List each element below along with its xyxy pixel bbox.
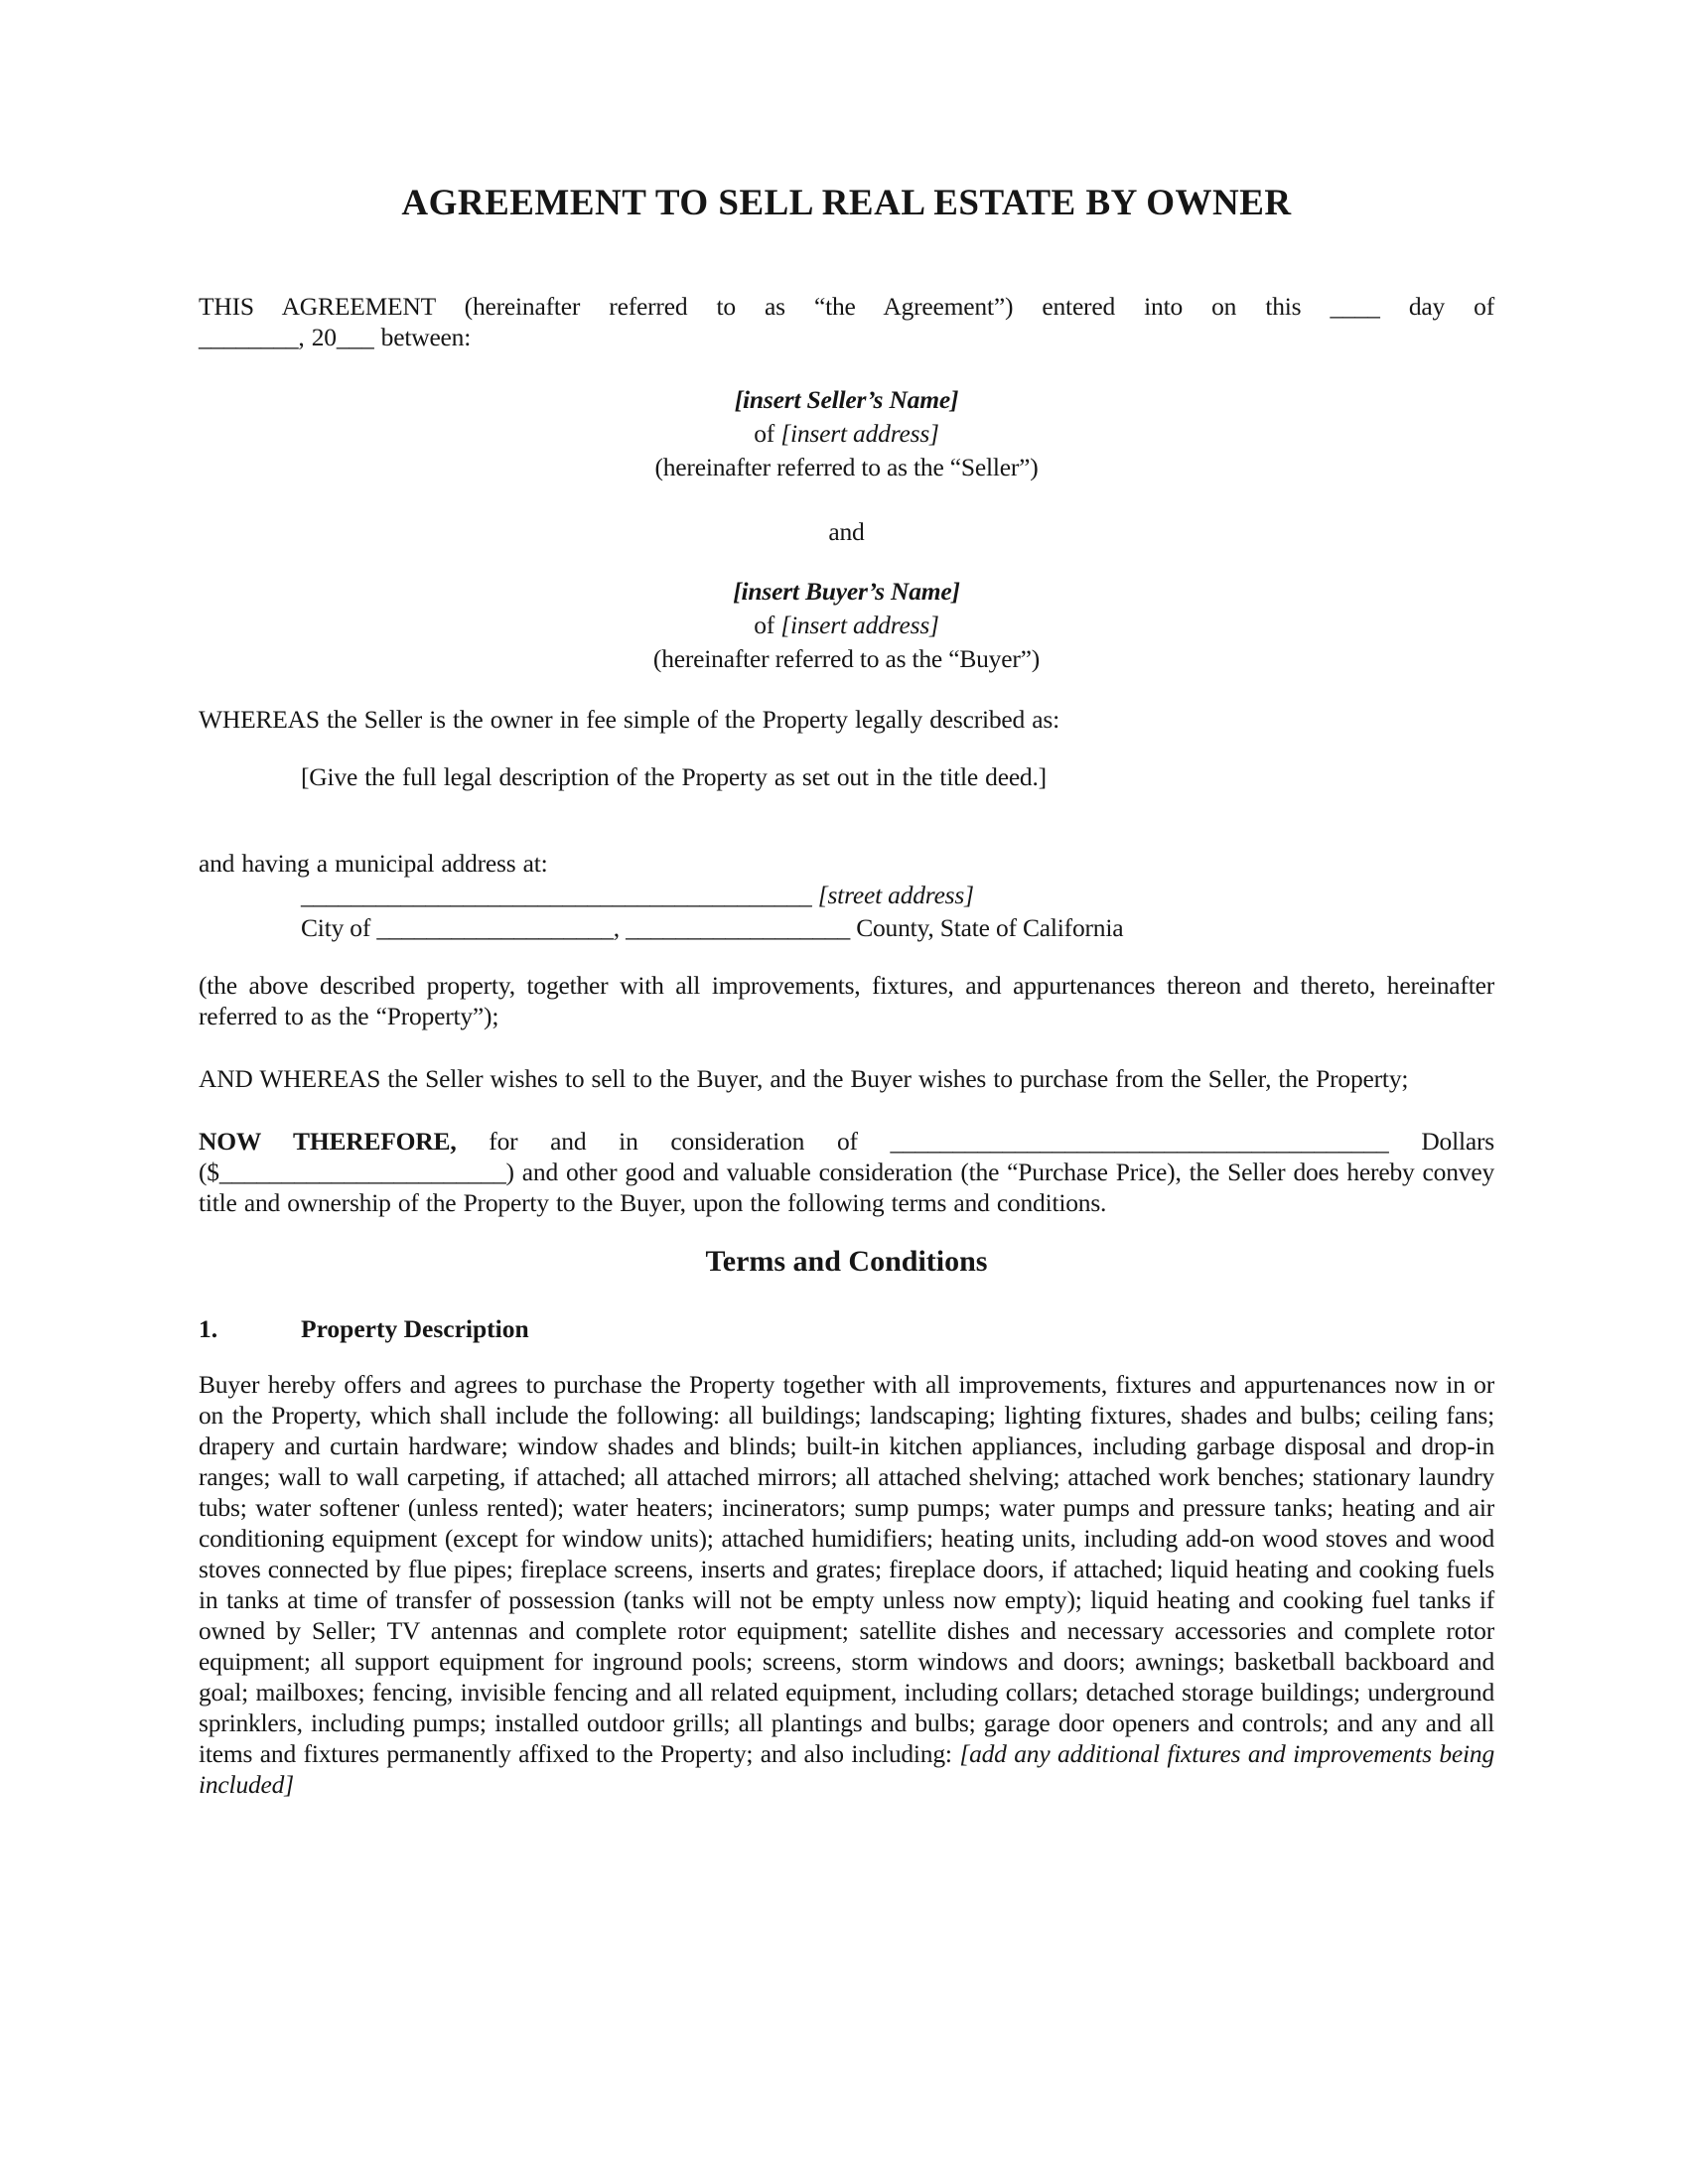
buyer-address-placeholder: [insert address] [780, 611, 939, 639]
address-fill-in-block [199, 879, 1494, 944]
buyer-address-line [199, 609, 1494, 642]
seller-address-placeholder: [insert address] [780, 419, 939, 448]
seller-hereinafter-line: (hereinafter referred to as the “Seller”) [654, 453, 1039, 481]
seller-name-placeholder: [insert Seller’s Name] [734, 385, 959, 414]
legal-description-placeholder: [Give the full legal description of the Property as set out in the title deed.] [301, 762, 1047, 791]
now-therefore-body: for and in consideration of ________________________________________ Dollars ($_______________________) and other good and valuable consideration (the “Purchase Price), the Seller does hereby convey title and ownership of the Property to the Buyer, upon the following terms and conditions. [199, 1127, 1495, 1217]
section-1-heading [199, 1313, 1494, 1344]
section-1-body-text: Buyer hereby offers and agrees to purchase the Property together with all improvements, fixtures and appurtenances now in or on the Property, which shall include the following: all buildings; landscaping; lighting fixtures, shades and bulbs; ceiling fans; drapery and curtain hardware; window shades and blinds; built-in kitchen appliances, including garbage disposal and drop-in ranges; wall to wall carpeting, if attached; all attached mirrors; all attached shelving; attached work benches; stationary laundry tubs; water softener (unless rented); water heaters; incinerators; sump pumps; water pumps and pressure tanks; heating and air conditioning equipment (except for window units); attached humidifiers; heating units, including add-on wood stoves and wood stoves connected by flue pipes; fireplace screens, inserts and grates; fireplace doors, if attached; liquid heating and cooking fuels in tanks at time of transfer of possession (tanks will not be empty unless now empty); liquid heating and cooking fuel tanks if owned by Seller; TV antennas and complete rotor equipment; satellite dishes and necessary accessories and complete rotor equipment; all support equipment for inground pools; screens, storm windows and doors; awnings; basketball backboard and goal; mailboxes; fencing, invisible fencing and all related equipment, including collars; detached storage buildings; underground sprinklers, including pumps; installed outdoor grills; all plantings and bulbs; garage door openers and controls; and any and all items and fixtures permanently affixed to the Property; and also including: [199, 1370, 1494, 1768]
and-conjunction: and [828, 517, 865, 546]
buyer-block [199, 575, 1494, 676]
seller-block [199, 383, 1494, 484]
city-county-line: City of ___________________, __________________ County, State of California [301, 913, 1124, 942]
buyer-name-placeholder: [insert Buyer’s Name] [733, 577, 960, 606]
buyer-of-word: of [754, 611, 781, 639]
street-address-blank: _________________________________________ [301, 881, 818, 909]
section-1-addendum-placeholder: [add any additional fixtures and improvements being included] [199, 1739, 1494, 1799]
whereas-clause: WHEREAS the Seller is the owner in fee simple of the Property legally described as: [199, 705, 1060, 734]
document-title: AGREEMENT TO SELL REAL ESTATE BY OWNER [401, 183, 1292, 223]
intro-line-2: ________, 20___ between: [199, 323, 472, 351]
section-1-title: Property Description [301, 1314, 529, 1343]
street-address-label: [street address] [817, 881, 974, 909]
buyer-hereinafter-line: (hereinafter referred to as the “Buyer”) [652, 644, 1041, 673]
intro-line-1: THIS AGREEMENT (hereinafter referred to as “the Agreement”) entered into on this ____ day of [199, 292, 1494, 321]
seller-of-word: of [754, 419, 781, 448]
and-whereas-clause: AND WHEREAS the Seller wishes to sell to the Buyer, and the Buyer wishes to purchase from the Seller, the Property; [199, 1064, 1409, 1093]
street-address-line [199, 879, 1494, 911]
terms-and-conditions-heading: Terms and Conditions [705, 1245, 988, 1278]
section-1-number: 1. [199, 1314, 218, 1343]
municipal-address-intro: and having a municipal address at: [199, 849, 548, 878]
now-therefore-clause [199, 1126, 1494, 1218]
seller-address-line [199, 417, 1494, 451]
property-definition-clause: (the above described property, together with all improvements, fixtures, and appurtenances thereon and thereto, hereinafter referred to as the “Property”); [199, 971, 1494, 1030]
now-therefore-lead: NOW THEREFORE, [199, 1127, 457, 1156]
intro-paragraph [199, 291, 1494, 352]
section-1-body [199, 1369, 1494, 1800]
